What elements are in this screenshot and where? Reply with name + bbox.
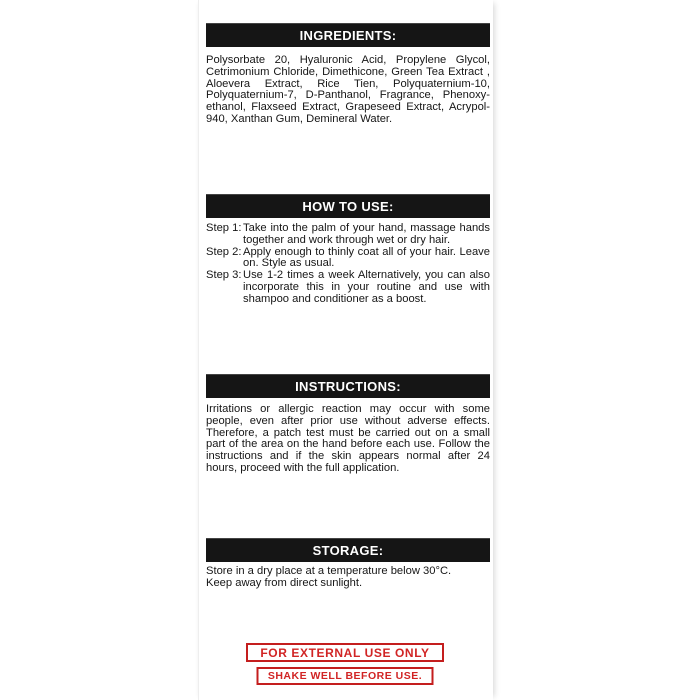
step-2-label: Step 2: [206,245,242,258]
external-use-warning: FOR EXTERNAL USE ONLY [246,643,444,662]
storage-text [206,566,490,590]
step-3 [206,270,490,305]
step-1-text: Take into the palm of your hand, massage hands together and work through wet or dry hair. [243,222,490,246]
step-3-text: Use 1-2 times a week Alternatively, you can also incorporate this in your routine and use with shampoo and conditioner as a boost. [243,269,490,305]
step-1-label: Step 1: [206,222,242,234]
ingredients-heading: INGREDIENTS: [206,23,490,47]
storage-line-2: Keep away from direct sunlight. [206,576,363,589]
step-3-label: Step 3: [206,269,242,282]
step-2 [206,247,490,271]
step-1 [206,223,490,247]
instructions-text: Irritations or allergic reaction may occur with some people, even after prior use without adverse effects. Therefore, a patch test must be carried out on a small part of the area on the hand before each use. Follow the instructions and if the skin appears normal after 24 hours, proceed with the full application. [206,403,490,474]
step-2-text: Apply enough to thinly coat all of your hair. Leave on. Style as usual. [243,245,490,270]
how-to-use-heading: HOW TO USE: [206,194,490,218]
storage-heading: STORAGE: [206,538,490,562]
storage-line-1: Store in a dry place at a temperature below 30°C. [206,565,452,577]
instructions-heading: INSTRUCTIONS: [206,374,490,398]
shake-well-warning: SHAKE WELL BEFORE USE. [257,667,434,685]
how-to-use-steps [206,223,490,306]
ingredients-text: Polysorbate 20, Hyaluronic Acid, Propylene Glycol, Cetrimonium Chloride, Dimethicone, Green Tea Extract , Aloevera Extract, Rice Tien, Polyquaternium-10, Polyquaternium-7, D-Panthanol, Fragrance, Phenoxy-ethanol, Flaxseed Extract, Grapeseed Extract, Acrypol-940, Xanthan Gum, Demineral Water. [206,54,490,125]
